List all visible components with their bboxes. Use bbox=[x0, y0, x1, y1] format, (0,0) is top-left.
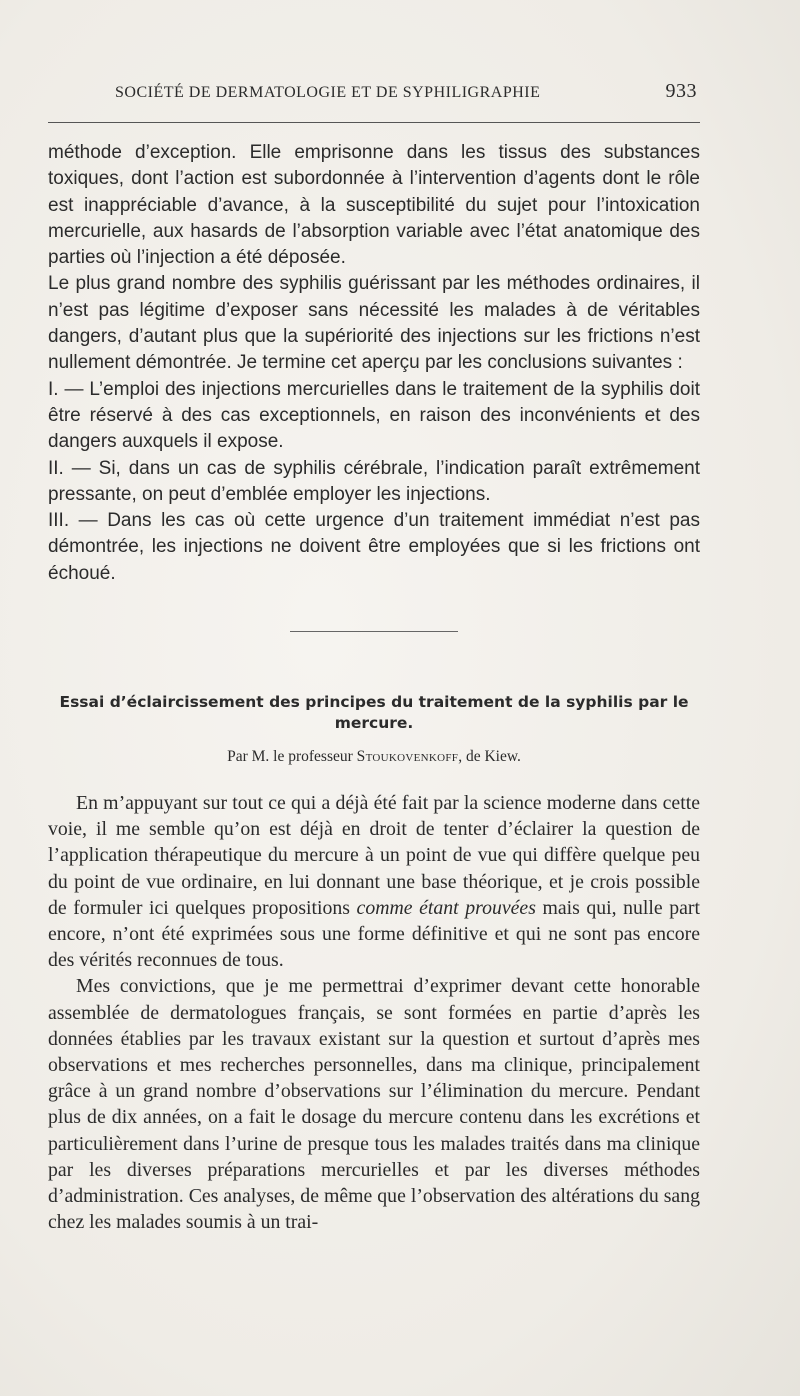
paragraph-1-emphasis: comme étant prouvées bbox=[356, 896, 536, 919]
article-paragraph-2: Mes convictions, que je me permettrai d’exprimer devant cette honorable assemblée de dermatologues français, se sont formées en partie d’après les données établies par les travaux existant sur la question et surtout d’après mes observations et mes recherches personnelles, dans ma clinique, principalement grâce à un grand nombre d’observations sur l’élimination du mercure. Pendant plus de dix années, on a fait le dosage du mercure contenu dans les excrétions et particulièrement dans l’urine de presque tous les malades traités dans ma clinique par les diverses préparations mercurielles et par les diverses méthodes d’administration. Ces analyses, de même que l’observation des altérations du sang chez les malades soumis à un trai- bbox=[48, 975, 700, 1234]
byline-suffix: , de Kiew. bbox=[458, 748, 521, 765]
section-separator bbox=[290, 631, 458, 632]
byline-prefix: Par M. le professeur bbox=[227, 748, 357, 765]
paragraph-continuation: méthode d’exception. Elle emprisonne dans les tissus des substances toxiques, dont l’action est subordonnée à l’intervention d’agents dont le rôle est inappréciable d’avance, à la susceptibilité du sujet pour l’intoxication mercurielle, aux hasards de l’absorption variable avec l’état anatomique des parties où l’injection a été déposée. bbox=[48, 142, 700, 269]
paragraph-conclusions-intro: Le plus grand nombre des syphilis guérissant par les méthodes ordinaires, il n’est pas légitime d’exposer sans nécessité les malades à de véritables dangers, d’autant plus que la supériorité des injections sur les frictions n’est nullement démontrée. Je termine cet aperçu par les conclusions suivantes : bbox=[48, 273, 700, 374]
conclusion-2: II. — Si, dans un cas de syphilis cérébrale, l’indication paraît extrêmement pressante, on peut d’emblée employer les injections. bbox=[48, 457, 700, 505]
article-paragraph-1 bbox=[48, 790, 700, 973]
paragraph-1-part-b: mais qui, nulle part encore, n’ont été exprimées sous une forme définitive et qui ne sont pas encore des vérités reconnues de tous. bbox=[48, 896, 701, 972]
article-body bbox=[48, 790, 700, 1235]
running-title: SOCIÉTÉ DE DERMATOLOGIE ET DE SYPHILIGRAPHIE bbox=[115, 84, 541, 101]
first-section bbox=[48, 140, 700, 587]
running-header bbox=[115, 82, 697, 106]
conclusion-1: I. — L’emploi des injections mercurielles dans le traitement de la syphilis doit être réservé à des cas exceptionnels, en raison des inconvénients et des dangers auxquels il expose. bbox=[48, 378, 700, 453]
page-number: 933 bbox=[665, 80, 697, 102]
paragraph-1-part-a: En m’appuyant sur tout ce qui a déjà été fait par la science moderne dans cette voie, il me semble qu’on est déjà en droit de tenter d’éclairer la question de l’application thérapeutique du mercure à un point de vue qui diffère quelque peu du point de vue ordinaire, en lui donnant une base théorique, et je crois possible de formuler ici quelques propositions bbox=[48, 792, 700, 919]
conclusion-3: III. — Dans les cas où cette urgence d’un traitement immédiat n’est pas démontrée, les injections ne doivent être employées que si les frictions ont échoué. bbox=[48, 510, 700, 584]
byline-author: Stoukovenkoff bbox=[356, 748, 459, 765]
article-title: Essai d’éclaircissement des principes du traitement de la syphilis par le mercure. bbox=[59, 693, 689, 732]
byline bbox=[48, 748, 700, 766]
header-rule bbox=[48, 122, 700, 123]
